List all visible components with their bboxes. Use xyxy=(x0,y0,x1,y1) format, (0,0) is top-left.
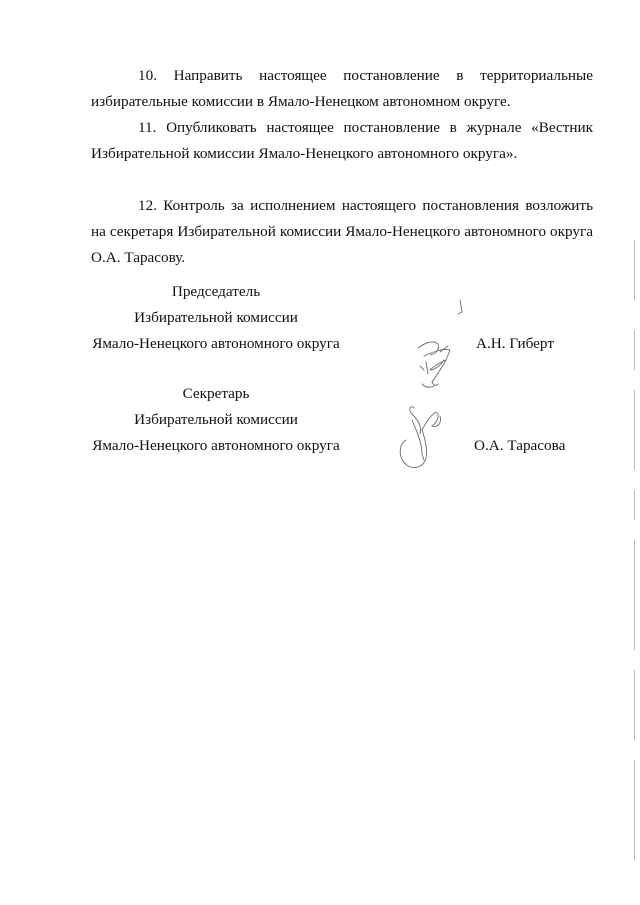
chairman-signature xyxy=(400,300,480,405)
chairman-title-line2: Избирательной комиссии xyxy=(134,309,298,326)
secretary-title-line1: Секретарь xyxy=(182,385,250,402)
secretary-title-block xyxy=(91,381,341,459)
paragraph-12: 12. Контроль за исполнением настоящего постановления возложить на секретаря Избирательной комиссии Ямало-Ненецкого автономного округа О.А. Тарасову. xyxy=(91,197,593,266)
secretary-title-line2: Избирательной комиссии xyxy=(134,411,298,428)
secretary-name: О.А. Тарасова xyxy=(474,437,566,454)
chairman-title-line3: Ямало-Ненецкого автономного округа xyxy=(92,335,340,352)
secretary-title-line3: Ямало-Ненецкого автономного округа xyxy=(92,437,340,454)
chairman-title-line1: Председатель xyxy=(171,283,261,300)
chairman-name: А.Н. Гиберт xyxy=(476,335,554,352)
chairman-title-block xyxy=(91,279,341,357)
paragraph-11: 11. Опубликовать настоящее постановление в журнале «Вестник Избирательной комиссии Ямало-Ненецкого автономного округа». xyxy=(91,119,593,162)
scan-edge-artifact xyxy=(634,240,636,880)
paragraph-10: 10. Направить настоящее постановление в территориальные избирательные комиссии в Ямало-Ненецком автономном округе. xyxy=(91,67,593,110)
secretary-signature xyxy=(392,400,452,480)
